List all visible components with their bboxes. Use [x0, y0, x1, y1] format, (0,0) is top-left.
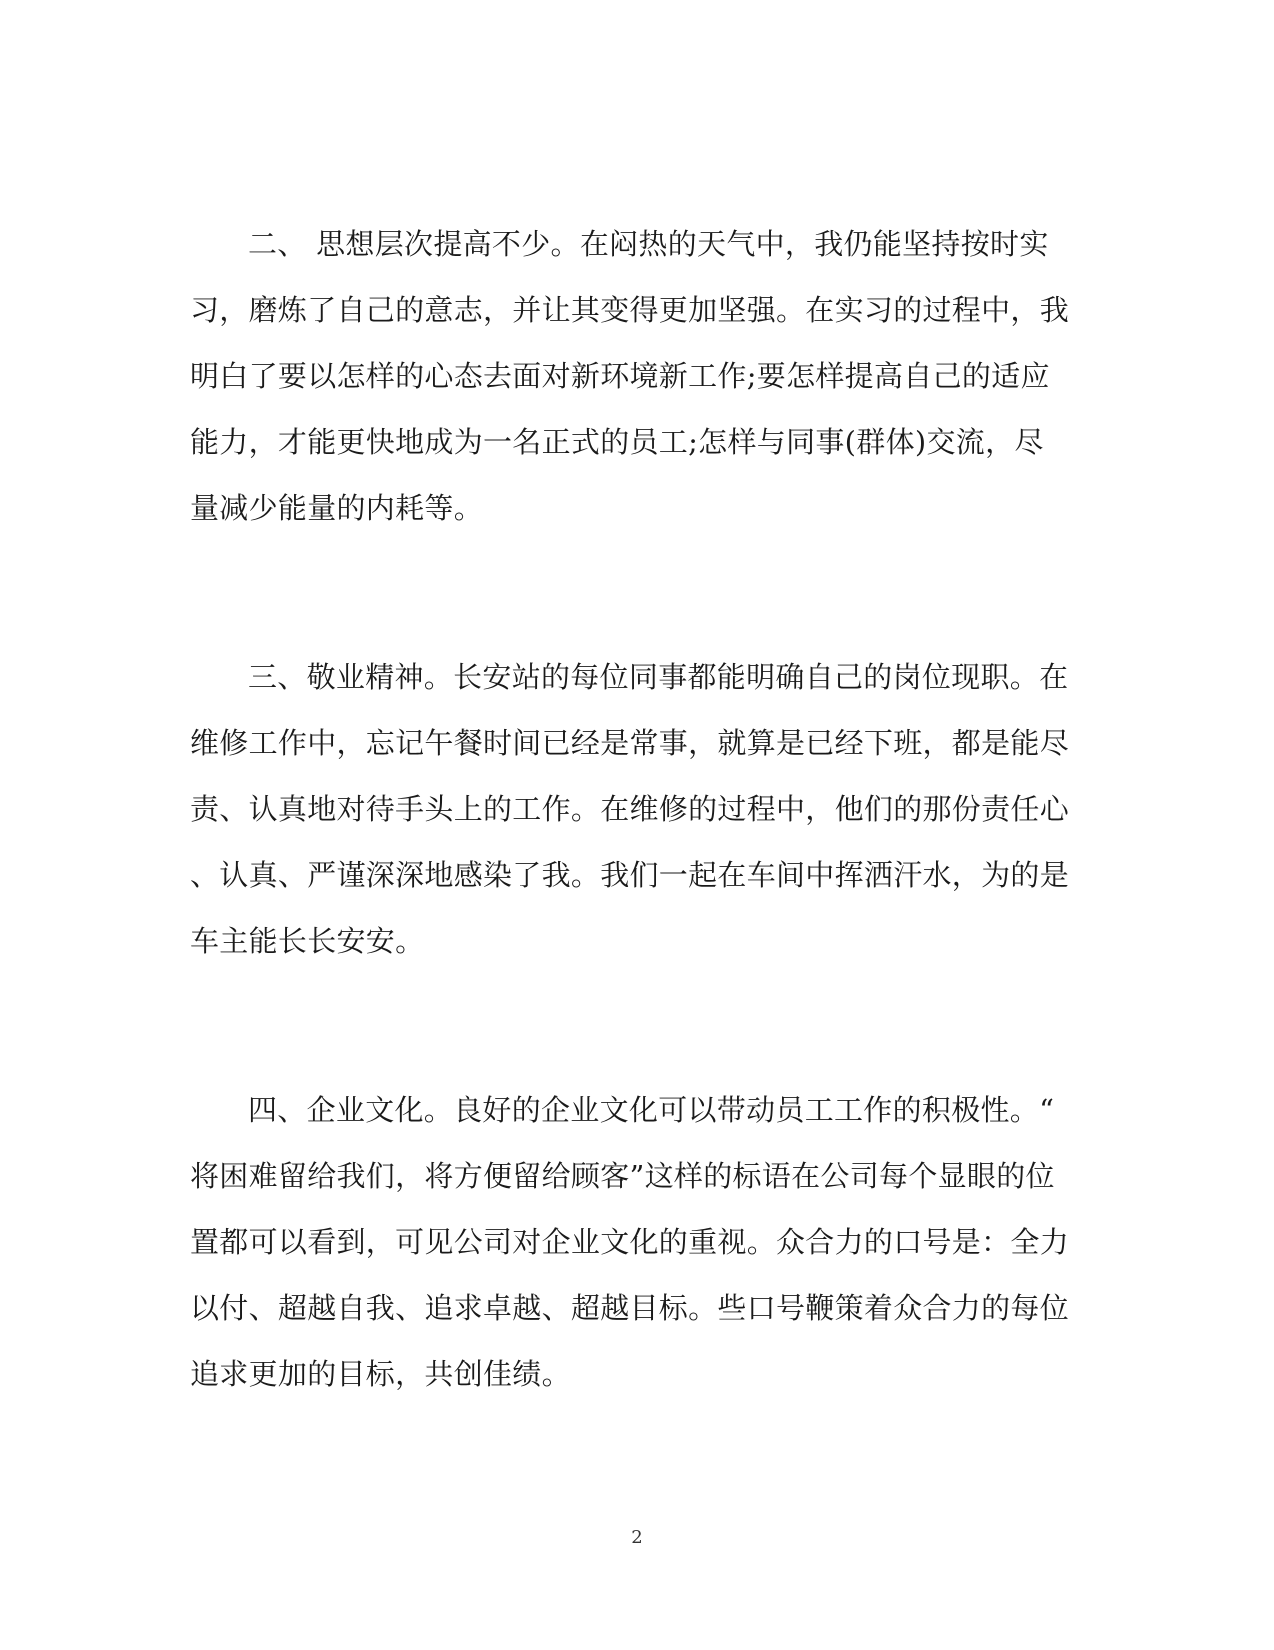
paragraph-line: 二、 思想层次提高不少。在闷热的天气中，我仍能坚持按时实: [248, 227, 1049, 261]
paragraph-line: 责、认真地对待手头上的工作。在维修的过程中，他们的那份责任心: [190, 792, 1070, 826]
paragraph-line: 置都可以看到，可见公司对企业文化的重视。众合力的口号是：全力: [190, 1225, 1070, 1259]
paragraph-line: 追求更加的目标，共创佳绩。: [190, 1357, 571, 1391]
paragraph-line: 能力，才能更快地成为一名正式的员工;怎样与同事(群体)交流，尽: [190, 425, 1044, 459]
paragraph-line: 明白了要以怎样的心态去面对新环境新工作;要怎样提高自己的适应: [190, 359, 1050, 393]
paragraph-line: 习，磨炼了自己的意志，并让其变得更加坚强。在实习的过程中，我: [190, 293, 1070, 327]
paragraph-line: 维修工作中，忘记午餐时间已经是常事，就算是已经下班，都是能尽: [190, 726, 1070, 760]
paragraph-line: 以付、超越自我、追求卓越、超越目标。些口号鞭策着众合力的每位: [190, 1291, 1070, 1325]
paragraph-line: 、认真、严谨深深地感染了我。我们一起在车间中挥洒汗水，为的是: [190, 858, 1070, 892]
page-number: 2: [631, 1527, 643, 1548]
paragraph-line: 车主能长长安安。: [190, 924, 425, 958]
paragraph-line: 量减少能量的内耗等。: [190, 491, 484, 525]
paragraph-line: 将困难留给我们，将方便留给顾客”这样的标语在公司每个显眼的位: [190, 1159, 1055, 1193]
paragraph-line: 三、敬业精神。长安站的每位同事都能明确自己的岗位现职。在: [248, 660, 1069, 694]
paragraph-line: 四、企业文化。良好的企业文化可以带动员工工作的积极性。“: [248, 1093, 1055, 1127]
